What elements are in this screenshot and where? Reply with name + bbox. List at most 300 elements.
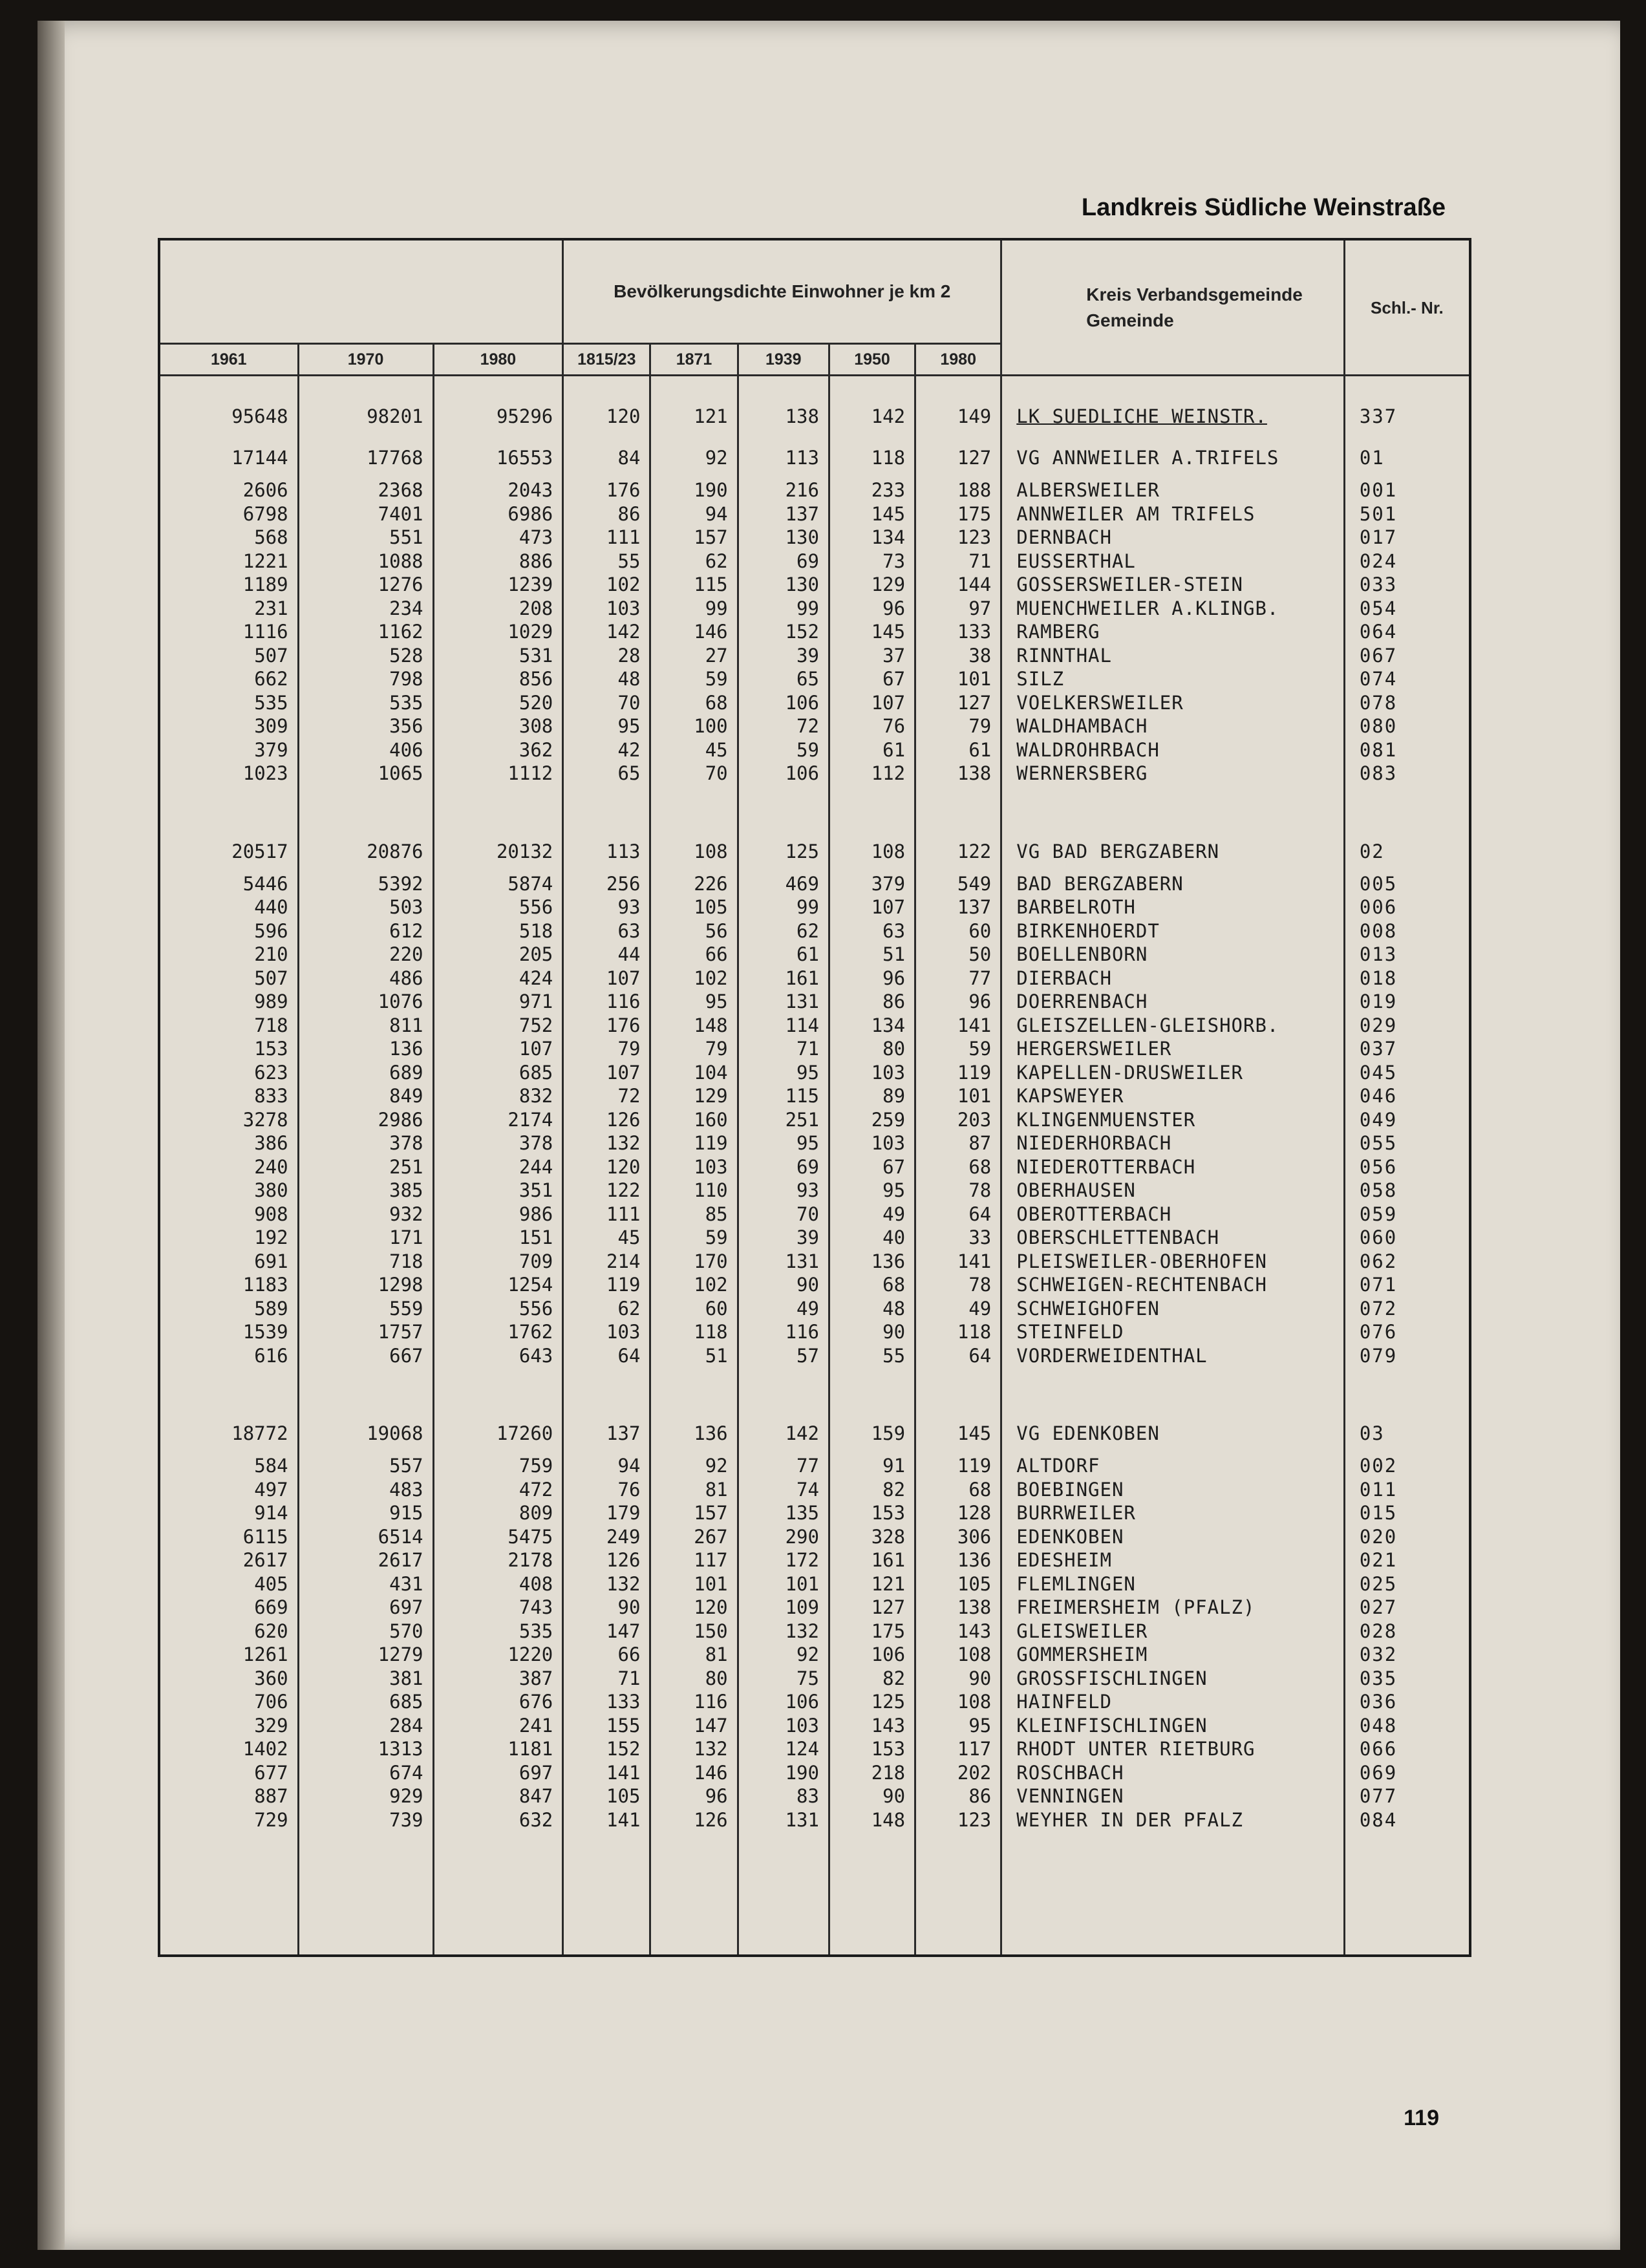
- population-cell: 1254: [433, 1273, 563, 1297]
- density-cell: 130: [738, 526, 829, 550]
- key-number-cell: 054: [1344, 597, 1470, 621]
- density-cell: 64: [915, 1203, 1001, 1226]
- density-cell: 63: [563, 919, 650, 943]
- density-cell: 76: [829, 714, 915, 738]
- density-cell: 93: [563, 895, 650, 919]
- population-cell: 556: [433, 895, 563, 919]
- spacer-cell: [829, 1367, 915, 1413]
- spacer-cell: [1001, 1832, 1345, 1956]
- density-cell: 126: [563, 1548, 650, 1572]
- density-cell: 116: [738, 1320, 829, 1344]
- density-cell: 70: [738, 1203, 829, 1226]
- density-cell: 127: [915, 437, 1001, 478]
- spacer-cell: [1344, 1832, 1470, 1956]
- density-cell: 102: [563, 573, 650, 597]
- density-cell: 306: [915, 1525, 1001, 1549]
- aggregate-row: [159, 831, 1470, 872]
- density-cell: 157: [650, 1501, 738, 1525]
- table-row: [159, 1155, 1470, 1179]
- population-cell: 5392: [298, 872, 433, 896]
- density-cell: 106: [738, 1690, 829, 1714]
- population-cell: 1023: [159, 762, 298, 786]
- density-cell: 124: [738, 1737, 829, 1761]
- population-cell: 20876: [298, 831, 433, 872]
- table-row: [159, 1454, 1470, 1478]
- population-cell: 210: [159, 943, 298, 967]
- population-cell: 205: [433, 943, 563, 967]
- population-cell: 20132: [433, 831, 563, 872]
- municipality-name-cell: GOMMERSHEIM: [1001, 1643, 1345, 1667]
- density-cell: 39: [738, 644, 829, 668]
- density-cell: 202: [915, 1761, 1001, 1785]
- density-cell: 118: [829, 437, 915, 478]
- municipality-name-cell: BAD BERGZABERN: [1001, 872, 1345, 896]
- key-number-cell: 018: [1344, 967, 1470, 990]
- spacer-cell: [433, 1367, 563, 1413]
- table-row: [159, 1320, 1470, 1344]
- population-cell: 107: [433, 1037, 563, 1061]
- density-cell: 132: [563, 1131, 650, 1155]
- density-cell: 120: [650, 1596, 738, 1620]
- population-cell: 570: [298, 1620, 433, 1643]
- density-cell: 131: [738, 1808, 829, 1832]
- density-cell: 128: [915, 1501, 1001, 1525]
- density-year-header-1980: 1980: [915, 344, 1001, 376]
- density-cell: 45: [650, 738, 738, 762]
- population-cell: 473: [433, 526, 563, 550]
- density-cell: 138: [915, 1596, 1001, 1620]
- density-cell: 49: [915, 1297, 1001, 1321]
- density-cell: 148: [650, 1014, 738, 1038]
- population-cell: 18772: [159, 1413, 298, 1454]
- density-cell: 132: [650, 1737, 738, 1761]
- table-row: [159, 919, 1470, 943]
- population-cell: 362: [433, 738, 563, 762]
- district-name-cell: VG ANNWEILER A.TRIFELS: [1001, 437, 1345, 478]
- population-cell: 151: [433, 1226, 563, 1250]
- population-cell: 709: [433, 1250, 563, 1274]
- table-row: [159, 1250, 1470, 1274]
- key-number-cell: 062: [1344, 1250, 1470, 1274]
- density-cell: 111: [563, 1203, 650, 1226]
- municipality-name-cell: HAINFELD: [1001, 1690, 1345, 1714]
- density-cell: 138: [738, 376, 829, 438]
- population-cell: 1065: [298, 762, 433, 786]
- density-cell: 129: [650, 1084, 738, 1108]
- density-cell: 133: [563, 1690, 650, 1714]
- municipality-name-cell: FLEMLINGEN: [1001, 1572, 1345, 1596]
- aggregate-row: [159, 437, 1470, 478]
- density-cell: 160: [650, 1108, 738, 1132]
- key-number-cell: 080: [1344, 714, 1470, 738]
- density-cell: 256: [563, 872, 650, 896]
- population-cell: 989: [159, 990, 298, 1014]
- municipality-name-cell: EUSSERTHAL: [1001, 550, 1345, 573]
- key-number-cell: 084: [1344, 1808, 1470, 1832]
- density-cell: 155: [563, 1714, 650, 1738]
- density-cell: 92: [650, 437, 738, 478]
- municipality-name-cell: FREIMERSHEIM (PFALZ): [1001, 1596, 1345, 1620]
- key-number-cell: 03: [1344, 1413, 1470, 1454]
- population-cell: 378: [298, 1131, 433, 1155]
- density-cell: 61: [738, 943, 829, 967]
- key-number-cell: 006: [1344, 895, 1470, 919]
- density-cell: 95: [915, 1714, 1001, 1738]
- density-cell: 108: [650, 831, 738, 872]
- density-cell: 89: [829, 1084, 915, 1108]
- density-cell: 142: [738, 1413, 829, 1454]
- population-cell: 743: [433, 1596, 563, 1620]
- population-cell: 6514: [298, 1525, 433, 1549]
- population-cell: 251: [298, 1155, 433, 1179]
- density-cell: 68: [915, 1478, 1001, 1502]
- density-cell: 119: [915, 1061, 1001, 1085]
- density-cell: 119: [650, 1131, 738, 1155]
- table-row: [159, 667, 1470, 691]
- population-cell: 1261: [159, 1643, 298, 1667]
- spacer-cell: [1001, 786, 1345, 831]
- key-number-cell: 337: [1344, 376, 1470, 438]
- population-cell: 6986: [433, 502, 563, 526]
- spacer-cell: [433, 1832, 563, 1956]
- density-cell: 65: [738, 667, 829, 691]
- density-cell: 61: [829, 738, 915, 762]
- municipality-name-cell: BIRKENHOERDT: [1001, 919, 1345, 943]
- population-cell: 497: [159, 1478, 298, 1502]
- spacer-cell: [298, 1367, 433, 1413]
- key-number-cell: 077: [1344, 1784, 1470, 1808]
- spacer-cell: [1001, 1367, 1345, 1413]
- density-cell: 123: [915, 526, 1001, 550]
- density-cell: 161: [738, 967, 829, 990]
- population-cell: 1029: [433, 620, 563, 644]
- table-row: [159, 1501, 1470, 1525]
- population-cell: 1757: [298, 1320, 433, 1344]
- key-number-cell: 058: [1344, 1179, 1470, 1203]
- density-cell: 44: [563, 943, 650, 967]
- spacer-cell: [829, 786, 915, 831]
- population-cell: 483: [298, 1478, 433, 1502]
- population-cell: 1088: [298, 550, 433, 573]
- density-cell: 290: [738, 1525, 829, 1549]
- density-cell: 150: [650, 1620, 738, 1643]
- table-row: [159, 1596, 1470, 1620]
- key-number-cell: 028: [1344, 1620, 1470, 1643]
- density-cell: 147: [650, 1714, 738, 1738]
- density-cell: 67: [829, 1155, 915, 1179]
- municipality-name-cell: NIEDERHORBACH: [1001, 1131, 1345, 1155]
- density-cell: 59: [915, 1037, 1001, 1061]
- key-number-cell: 067: [1344, 644, 1470, 668]
- population-cell: 1402: [159, 1737, 298, 1761]
- density-cell: 170: [650, 1250, 738, 1274]
- municipality-name-cell: DOERRENBACH: [1001, 990, 1345, 1014]
- density-cell: 86: [829, 990, 915, 1014]
- density-cell: 28: [563, 644, 650, 668]
- density-cell: 121: [650, 376, 738, 438]
- key-number-cell: 066: [1344, 1737, 1470, 1761]
- density-cell: 176: [563, 478, 650, 502]
- density-cell: 106: [738, 691, 829, 715]
- density-cell: 116: [650, 1690, 738, 1714]
- density-cell: 99: [650, 597, 738, 621]
- density-cell: 147: [563, 1620, 650, 1643]
- municipality-name-cell: BARBELROTH: [1001, 895, 1345, 919]
- key-number-cell: 027: [1344, 1596, 1470, 1620]
- density-cell: 117: [650, 1548, 738, 1572]
- density-cell: 144: [915, 573, 1001, 597]
- municipality-name-cell: EDENKOBEN: [1001, 1525, 1345, 1549]
- book-spine-shadow: [37, 21, 65, 2250]
- population-cell: 1298: [298, 1273, 433, 1297]
- population-cell: 677: [159, 1761, 298, 1785]
- density-cell: 141: [915, 1014, 1001, 1038]
- population-cell: 1220: [433, 1643, 563, 1667]
- spacer-cell: [159, 786, 298, 831]
- table-row: [159, 990, 1470, 1014]
- population-cell: 20517: [159, 831, 298, 872]
- population-cell: 95296: [433, 376, 563, 438]
- key-number-cell: 020: [1344, 1525, 1470, 1549]
- spacer-cell: [738, 1832, 829, 1956]
- population-cell: 2617: [159, 1548, 298, 1572]
- table-row: [159, 738, 1470, 762]
- key-number-cell: 072: [1344, 1297, 1470, 1321]
- kreis-header: Kreis Verbandsgemeinde Gemeinde: [1001, 239, 1345, 376]
- table-row: [159, 1226, 1470, 1250]
- density-cell: 81: [650, 1478, 738, 1502]
- population-cell: 689: [298, 1061, 433, 1085]
- population-cell: 405: [159, 1572, 298, 1596]
- density-cell: 64: [915, 1344, 1001, 1368]
- density-cell: 92: [650, 1454, 738, 1478]
- population-cell: 6115: [159, 1525, 298, 1549]
- key-number-cell: 079: [1344, 1344, 1470, 1368]
- key-number-cell: 001: [1344, 478, 1470, 502]
- table-spacer-row: [159, 1367, 1470, 1413]
- municipality-name-cell: OBERHAUSEN: [1001, 1179, 1345, 1203]
- population-cell: 886: [433, 550, 563, 573]
- density-cell: 62: [738, 919, 829, 943]
- density-cell: 40: [829, 1226, 915, 1250]
- density-cell: 94: [563, 1454, 650, 1478]
- municipality-name-cell: SILZ: [1001, 667, 1345, 691]
- spacer-cell: [738, 786, 829, 831]
- municipality-name-cell: BOELLENBORN: [1001, 943, 1345, 967]
- population-cell: 329: [159, 1714, 298, 1738]
- density-cell: 96: [829, 597, 915, 621]
- density-cell: 121: [829, 1572, 915, 1596]
- population-cell: 95648: [159, 376, 298, 438]
- density-cell: 107: [829, 691, 915, 715]
- population-cell: 1183: [159, 1273, 298, 1297]
- density-cell: 108: [915, 1690, 1001, 1714]
- density-year-header-1950: 1950: [829, 344, 915, 376]
- density-cell: 122: [915, 831, 1001, 872]
- table-row: [159, 1784, 1470, 1808]
- population-cell: 856: [433, 667, 563, 691]
- density-cell: 117: [915, 1737, 1001, 1761]
- table-row: [159, 1297, 1470, 1321]
- population-cell: 612: [298, 919, 433, 943]
- district-name-cell: VG BAD BERGZABERN: [1001, 831, 1345, 872]
- population-cell: 1313: [298, 1737, 433, 1761]
- table-spacer-row: [159, 1832, 1470, 1956]
- density-cell: 142: [829, 376, 915, 438]
- population-cell: 697: [433, 1761, 563, 1785]
- density-cell: 55: [563, 550, 650, 573]
- density-cell: 59: [650, 667, 738, 691]
- table-row: [159, 550, 1470, 573]
- spacer-cell: [738, 1367, 829, 1413]
- density-cell: 70: [650, 762, 738, 786]
- population-header-blank: [159, 239, 563, 344]
- spacer-cell: [650, 1832, 738, 1956]
- population-cell: 19068: [298, 1413, 433, 1454]
- density-cell: 103: [563, 1320, 650, 1344]
- density-cell: 82: [829, 1478, 915, 1502]
- municipality-name-cell: GLEISZELLEN-GLEISHORB.: [1001, 1014, 1345, 1038]
- key-number-cell: 074: [1344, 667, 1470, 691]
- population-cell: 908: [159, 1203, 298, 1226]
- density-cell: 68: [650, 691, 738, 715]
- population-cell: 849: [298, 1084, 433, 1108]
- municipality-name-cell: HERGERSWEILER: [1001, 1037, 1345, 1061]
- density-cell: 91: [829, 1454, 915, 1478]
- page-number: 119: [1404, 2106, 1439, 2130]
- density-cell: 66: [650, 943, 738, 967]
- key-number-cell: 055: [1344, 1131, 1470, 1155]
- density-cell: 122: [563, 1179, 650, 1203]
- population-cell: 136: [298, 1037, 433, 1061]
- density-cell: 61: [915, 738, 1001, 762]
- density-cell: 96: [829, 967, 915, 990]
- density-cell: 67: [829, 667, 915, 691]
- municipality-name-cell: DIERBACH: [1001, 967, 1345, 990]
- population-cell: 535: [298, 691, 433, 715]
- density-cell: 101: [915, 667, 1001, 691]
- density-cell: 146: [650, 620, 738, 644]
- table-row: [159, 872, 1470, 896]
- aggregate-row: [159, 376, 1470, 438]
- year-header-1970: 1970: [298, 344, 433, 376]
- key-number-cell: 013: [1344, 943, 1470, 967]
- population-cell: 616: [159, 1344, 298, 1368]
- table-row: [159, 895, 1470, 919]
- population-cell: 718: [298, 1250, 433, 1274]
- spacer-cell: [298, 786, 433, 831]
- density-cell: 130: [738, 573, 829, 597]
- density-cell: 127: [829, 1596, 915, 1620]
- population-cell: 351: [433, 1179, 563, 1203]
- population-cell: 387: [433, 1667, 563, 1691]
- density-cell: 90: [738, 1273, 829, 1297]
- population-cell: 153: [159, 1037, 298, 1061]
- population-cell: 1189: [159, 573, 298, 597]
- density-cell: 48: [563, 667, 650, 691]
- density-year-header-1815: 1815/23: [563, 344, 650, 376]
- density-cell: 103: [829, 1061, 915, 1085]
- density-cell: 80: [829, 1037, 915, 1061]
- density-cell: 78: [915, 1273, 1001, 1297]
- municipality-name-cell: RAMBERG: [1001, 620, 1345, 644]
- density-cell: 92: [738, 1643, 829, 1667]
- population-cell: 231: [159, 597, 298, 621]
- table-row: [159, 1572, 1470, 1596]
- density-cell: 71: [563, 1667, 650, 1691]
- density-cell: 125: [829, 1690, 915, 1714]
- population-cell: 1539: [159, 1320, 298, 1344]
- district-name-cell: VG EDENKOBEN: [1001, 1413, 1345, 1454]
- population-cell: 706: [159, 1690, 298, 1714]
- density-cell: 379: [829, 872, 915, 896]
- density-cell: 120: [563, 1155, 650, 1179]
- population-cell: 520: [433, 691, 563, 715]
- municipality-name-cell: BURRWEILER: [1001, 1501, 1345, 1525]
- population-cell: 718: [159, 1014, 298, 1038]
- table-row: [159, 1084, 1470, 1108]
- key-number-cell: 036: [1344, 1690, 1470, 1714]
- municipality-name-cell: MUENCHWEILER A.KLINGB.: [1001, 597, 1345, 621]
- key-number-cell: 032: [1344, 1643, 1470, 1667]
- density-cell: 141: [563, 1808, 650, 1832]
- population-cell: 589: [159, 1297, 298, 1321]
- spacer-cell: [915, 1832, 1001, 1956]
- density-cell: 107: [829, 895, 915, 919]
- density-cell: 114: [738, 1014, 829, 1038]
- density-cell: 107: [563, 1061, 650, 1085]
- density-cell: 80: [650, 1667, 738, 1691]
- population-cell: 17260: [433, 1413, 563, 1454]
- population-cell: 632: [433, 1808, 563, 1832]
- book-page: [37, 21, 1620, 2250]
- key-number-cell: 035: [1344, 1667, 1470, 1691]
- population-cell: 360: [159, 1667, 298, 1691]
- density-cell: 78: [915, 1179, 1001, 1203]
- density-cell: 134: [829, 526, 915, 550]
- population-cell: 676: [433, 1690, 563, 1714]
- density-cell: 157: [650, 526, 738, 550]
- density-cell: 106: [738, 762, 829, 786]
- municipality-name-cell: KLINGENMUENSTER: [1001, 1108, 1345, 1132]
- schl-nr-header: Schl.- Nr.: [1344, 239, 1470, 376]
- density-cell: 469: [738, 872, 829, 896]
- population-cell: 98201: [298, 376, 433, 438]
- key-number-cell: 056: [1344, 1155, 1470, 1179]
- density-cell: 62: [650, 550, 738, 573]
- density-group-header: Bevölkerungsdichte Einwohner je km 2: [563, 239, 1001, 344]
- density-cell: 127: [915, 691, 1001, 715]
- population-cell: 811: [298, 1014, 433, 1038]
- density-cell: 94: [650, 502, 738, 526]
- density-cell: 116: [563, 990, 650, 1014]
- density-cell: 72: [738, 714, 829, 738]
- municipality-name-cell: KLEINFISCHLINGEN: [1001, 1714, 1345, 1738]
- municipality-name-cell: GLEISWEILER: [1001, 1620, 1345, 1643]
- key-number-cell: 011: [1344, 1478, 1470, 1502]
- key-number-cell: 008: [1344, 919, 1470, 943]
- density-cell: 190: [650, 478, 738, 502]
- density-cell: 105: [563, 1784, 650, 1808]
- key-number-cell: 037: [1344, 1037, 1470, 1061]
- density-cell: 149: [915, 376, 1001, 438]
- population-cell: 308: [433, 714, 563, 738]
- table-row: [159, 943, 1470, 967]
- density-cell: 148: [829, 1808, 915, 1832]
- density-cell: 152: [563, 1737, 650, 1761]
- density-cell: 95: [650, 990, 738, 1014]
- municipality-name-cell: WALDROHRBACH: [1001, 738, 1345, 762]
